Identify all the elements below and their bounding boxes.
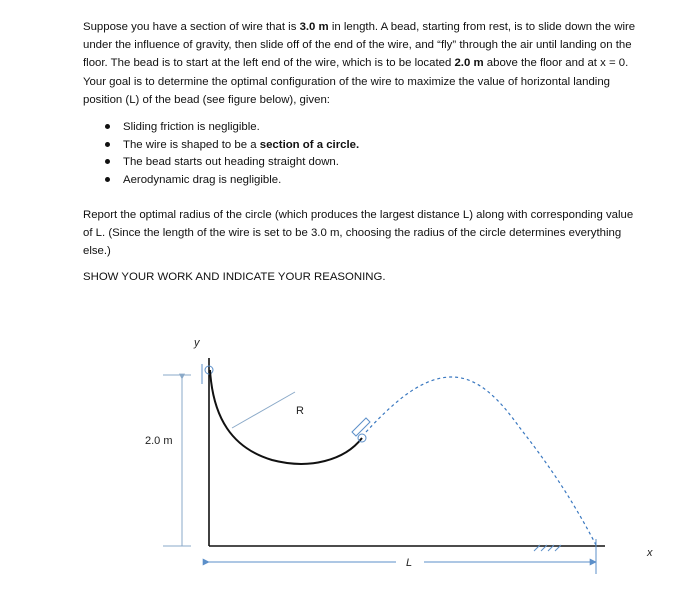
text-segment: The wire is shaped to be a bbox=[123, 138, 260, 151]
text-segment: 3.0 m bbox=[299, 21, 329, 33]
text-segment: Sliding friction is negligible. bbox=[123, 121, 260, 134]
wire-arc bbox=[210, 370, 362, 464]
y-axis-label: y bbox=[194, 337, 200, 349]
text-segment: Suppose you have a section of wire that is bbox=[83, 21, 300, 33]
height-label: 2.0 m bbox=[145, 435, 173, 447]
text-segment: above the floor and at x = 0. Your goal is to determine the optimal configuration of the wire to maximize the value of horizontal landing position (L) of the bead (see figure below), given: bbox=[83, 57, 629, 106]
radius-line bbox=[232, 392, 295, 428]
distance-label: L bbox=[406, 557, 413, 569]
text-segment: Aerodynamic drag is negligible. bbox=[123, 173, 282, 186]
text-segment: section of a circle. bbox=[259, 138, 360, 151]
report-paragraph: Report the optimal radius of the circle (which produces the largest distance L) along with corresponding value of L. (Since the length of the wire is set to be 3.0 m, choosing the radius of the circle determines everything else.) bbox=[83, 209, 634, 258]
text-segment: in length. A bead, starting from rest, is to slide down the wire under the influence of gravity, then slide off of the end of the wire, and “fly” through the air until landing on the floor. The bead is to start at the left end of the wire, which is to be located bbox=[83, 21, 636, 70]
radius-label: R bbox=[296, 405, 304, 417]
work-instruction: SHOW YOUR WORK AND INDICATE YOUR REASONING. bbox=[83, 270, 386, 283]
trajectory-curve bbox=[366, 377, 596, 545]
text-segment: 2.0 m bbox=[454, 57, 484, 70]
x-axis-label: x bbox=[647, 547, 653, 559]
text-segment: The bead starts out heading straight down. bbox=[123, 156, 339, 169]
